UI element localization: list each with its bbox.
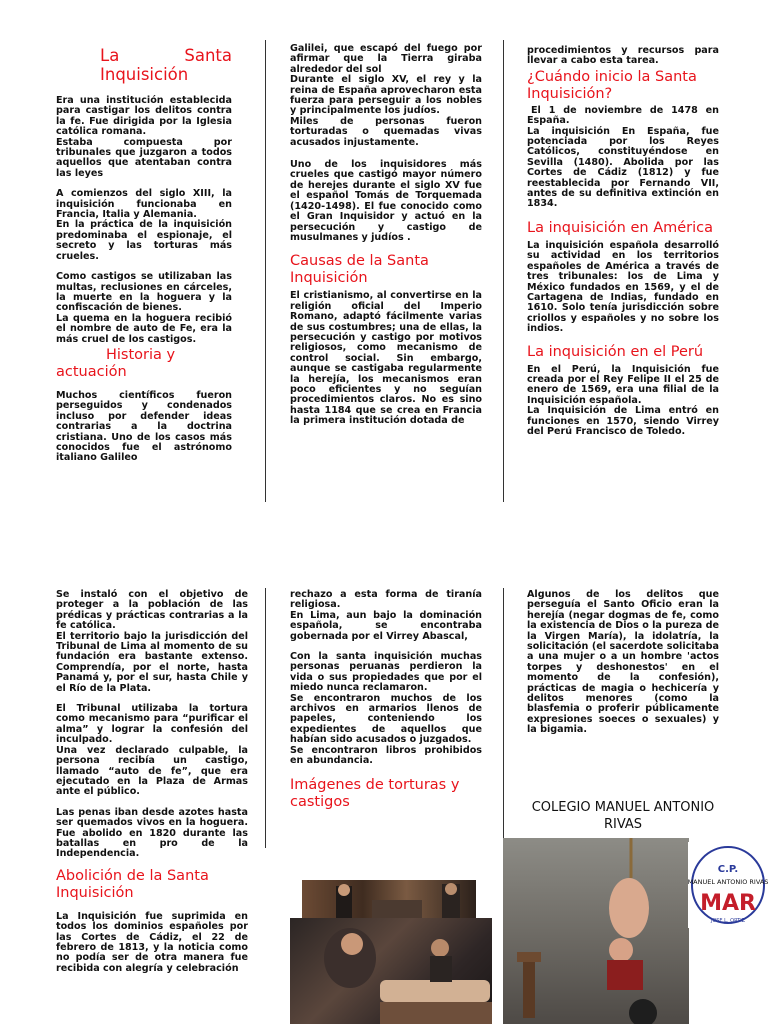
text-paragraph: rechazo a esta forma de tiranía religiosa. [290,589,482,611]
text-paragraph: En el Perú, la Inquisición fue creada por el Rey Felipe II el 25 de enero de 1569, era una filial de la Inquisición española. [527,363,719,406]
text-paragraph: El cristianismo, al convertirse en la religión oficial del Imperio Romano, adaptó fácilmente varias de sus costumbres; una de ellas, la persecución y castigo por motivos religiosos, como mecanismo de control social. Sin embargo, aunque se castigaba regularmente la herejía, los mecanismos eran poco eficientes y no seguían procedimientos claros. No es sino hasta 1184 que se crea en Francia la primera institución dotada de [290,290,482,427]
main-title: La Santa Inquisición [100,46,232,84]
section-heading: Imágenes de torturas y castigos [290,776,460,810]
panel-1 [56,46,232,464]
text-paragraph: Se encontraron muchos de los archivos en armarios llenos de papeles, conteniendo los expedientes de aquellos que habían sido acusados o juzgados. [290,692,482,746]
text-paragraph: Se instaló con el objetivo de proteger a la población de las prédicas y prácticas contrarias a la fe católica. [56,589,248,632]
text-paragraph: El Tribunal utilizaba la tortura como mecanismo para “purificar el alma” y lograr la confesión del inculpado. [56,703,248,746]
text-paragraph: El territorio bajo la jurisdicción del Tribunal de Lima al momento de su fundación era bastante extenso. Comprendía, por el norte, hasta Panamá y, por el sur, hasta Chile y el Río de la Plata. [56,630,248,694]
text-paragraph: Galilei, que escapó del fuego por afirmar que la Tierra giraba alrededor del sol [290,43,482,75]
section-heading: Abolición de la Santa Inquisición [56,867,209,901]
separator [503,40,504,502]
panel-4 [56,590,248,974]
section-heading: Historia y actuación [56,346,176,380]
text-paragraph: Muchos científicos fueron perseguidos y condenados incluso por defender ideas contrarias a la doctrina cristiana. Uno de los casos más conocidos fue el astrónomo italiano Galileo [56,389,232,464]
torture-scene-illustration [290,918,492,1024]
text-paragraph: Las penas iban desde azotes hasta ser quemados vivos en la hoguera. Fue abolido en 1820 durante las batallas en pro de la Independencia. [56,806,248,860]
text-paragraph: La inquisición española desarrolló su actividad en los territorios españoles de América a través de tres tribunales: los de Lima y México fundados en 1569, y el de Cartagena de Indias, fundado en 1610. Solo tenía jurisdicción sobre criollos y españoles y no sobre los indios. [527,239,719,335]
text-paragraph: El 1 de noviembre de 1478 en España. [527,104,719,127]
text-paragraph: A comienzos del siglo XIII, la inquisición funcionaba en Francia, Italia y Alemania. [56,188,232,221]
text-paragraph: La Inquisición fue suprimida en todos los dominios españoles por las Cortes de Cádiz, el 22 de febrero de 1813, y la noticia como no podía ser de otra manera fue recibida con alegría y celebración [56,910,248,974]
torture-photo-bottom [290,918,492,1024]
text-paragraph: La inquisición En España, fue potenciada por los Reyes Católicos, constituyéndose en Sevilla (1480). Abolida por las Cortes de Cádiz (1812) y fue reestablecida por Fernando VII, antes de su definitiva extinción en 1834. [527,125,719,210]
text-paragraph: Algunos de los delitos que perseguía el Santo Oficio eran la herejía (negar dogmas de fe, como la existencia de Dios o la pureza de la Virgen María), la idolatría, la solicitación (el sacerdote solicitaba a una mujer o a un hombre 'actos torpes y deshonestos' en el momento de la confesión), prácticas de magia o hechicería y delitos menores (como la blasfemia o proferir públicamente expresiones soeces o sexuales) y la bigamia. [527,589,719,736]
panel-6 [527,590,719,736]
logo-mark-text: MAR [700,891,756,916]
text-paragraph: procedimientos y recursos para llevar a cabo esta tarea. [527,45,719,67]
section-heading: La inquisición en el Perú [527,343,704,360]
text-paragraph: Estaba compuesta por tribunales que juzgaron a todos aquellos que atentaban contra las leyes [56,136,232,179]
panel-2 [290,44,482,427]
school-emblem [688,842,768,928]
hanging-figure-illustration [503,838,689,1024]
section-heading: ¿Cuándo inicio la Santa Inquisición? [527,68,697,102]
text-paragraph: Una vez declarado culpable, la persona recibía un castigo, llamado “auto de fe”, que era ejecutado en la Plaza de Armas ante el público. [56,744,248,798]
separator [265,40,266,502]
text-paragraph: Uno de los inquisidores más crueles que castigó mayor número de herejes durante el siglo XV fue el español Tomás de Torquemada (1420-1498). El fue conocido como el Gran Inquisidor y actuó en la persecución y castigo de musulmanes y judíos . [290,159,482,243]
separator [265,588,266,848]
panel-3 [527,46,719,437]
panel-5 [290,590,482,811]
logo-bottom-text: JOSE L. ORTIZ [710,918,746,924]
text-paragraph: En Lima, aun bajo la dominación española, se encontraba gobernada por el Virrey Abascal, [290,609,482,642]
text-paragraph: Se encontraron libros prohibidos en abundancia. [290,744,482,767]
separator [503,588,504,848]
text-paragraph: Durante el siglo XV, el rey y la reina de España aprovecharon esta fuerza para perseguir a los nobles y principalmente los judíos. [290,74,482,117]
intro-paragraph: Era una institución establecida para castigar los delitos contra la fe. Fue dirigida por la Iglesia católica romana. [56,95,232,138]
section-heading: La inquisición en América [527,219,714,236]
section-heading: Causas de la Santa Inquisición [290,253,429,287]
text-paragraph: La quema en la hoguera recibió el nombre de auto de Fe, era la más cruel de los castigos. [56,312,232,345]
logo-ring-text: MANUEL ANTONIO RIVAS [688,878,768,886]
text-paragraph: La Inquisición de Lima entró en funciones en 1570, siendo Virrey del Perú Francisco de Toledo. [527,405,719,437]
text-paragraph: Como castigos se utilizaban las multas, reclusiones en cárceles, la muerte en la hoguera y la confiscación de bienes. [56,271,232,314]
school-name: COLEGIO MANUEL ANTONIO RIVAS [531,800,715,832]
logo-top-text: C.P. [717,864,739,875]
text-paragraph: En la práctica de la inquisición predominaba el espionaje, el secreto y las torturas más crueles. [56,219,232,262]
text-paragraph: Con la santa inquisición muchas personas peruanas perdieron la vida o sus propiedades que por el miedo nunca reclamaron. [290,651,482,694]
text-paragraph: Miles de personas fueron torturadas o quemadas vivas acusados injustamente. [290,115,482,148]
school-logo [688,842,768,928]
torture-figure-photo [503,838,689,1024]
